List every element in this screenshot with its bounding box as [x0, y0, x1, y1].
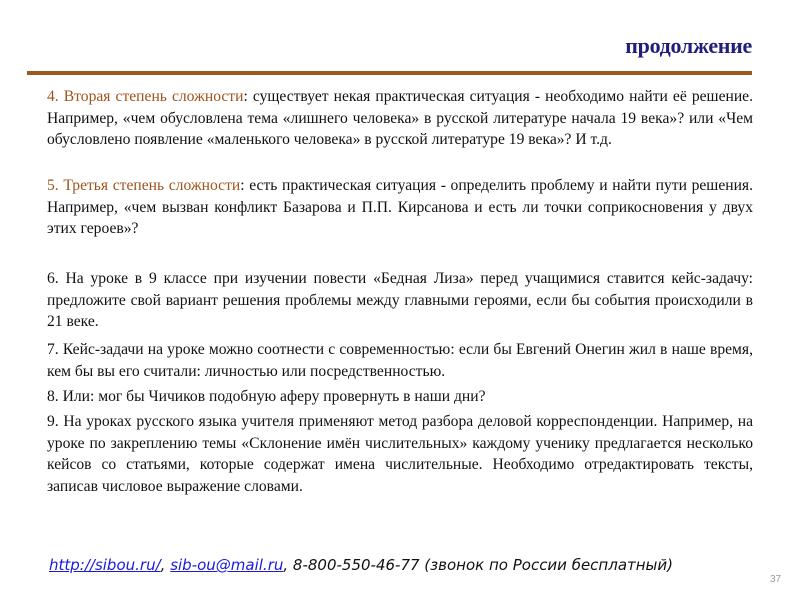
- paragraph-7: 7. Кейс-задачи на уроке можно соотнести с современностью: если бы Евгений Онегин жил в наше время, кем бы вы его считали: личностью или посредственностью.: [47, 341, 753, 380]
- paragraph-4-label: 4. Вторая степень сложности: [47, 88, 244, 105]
- paragraph-5-text: : есть практическая ситуация - определить проблему и найти пути решения. Например, «чем вызван конфликт Базарова и П.П. Кирсанова и есть ли точки соприкосновения у двух этих героев»?: [47, 177, 754, 238]
- separator: ,: [160, 556, 171, 574]
- paragraph-4-text: : существует некая практическая ситуация - необходимо найти её решение. Например, «чем обусловлена тема «лишнего человека» в русской литературе начала 19 века»? или «Чем обусловлено появление «маленького человека» в русской литературе 19 века»? И т.д.: [47, 88, 753, 149]
- phone-text: , 8-800-550-46-77 (звонок по России бесплатный): [283, 556, 674, 574]
- paragraph-5: [47, 175, 753, 240]
- page-number: 37: [770, 574, 782, 585]
- paragraph-4: [47, 86, 753, 151]
- paragraph-6: 6. На уроке в 9 классе при изучении повести «Бедная Лиза» перед учащимися ставится кейс-задачу: предложите свой вариант решения проблемы между главными героями, если бы события происходили в 21 веке.: [47, 270, 753, 331]
- footer-contacts: [49, 556, 673, 574]
- website-link[interactable]: http://sibou.ru/: [49, 556, 161, 574]
- paragraph-9: 9. На уроках русского языка учителя применяют метод разбора деловой корреспонденции. Например, на уроке по закреплению темы «Склонение имён числительных» каждому ученику предлагается несколько кейсов со статьями, которые содержат имена числительные. Необходимо отредактировать тексты, записав числовое выражение словами.: [47, 413, 753, 495]
- email-link[interactable]: sib-ou@mail.ru: [170, 556, 284, 574]
- paragraph-5-label: 5. Третья степень сложности: [47, 177, 241, 194]
- slide-title: продолжение: [625, 33, 752, 58]
- title-divider: [27, 71, 752, 75]
- paragraph-8: 8. Или: мог бы Чичиков подобную аферу провернуть в наши дни?: [47, 388, 486, 405]
